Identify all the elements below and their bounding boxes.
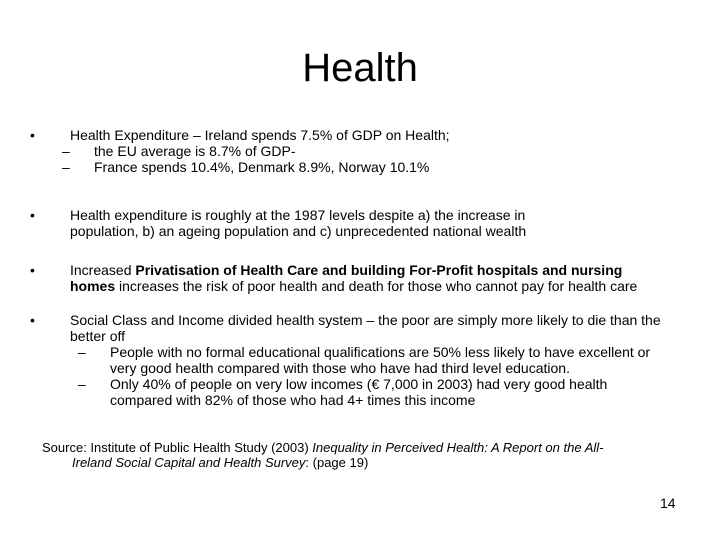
text-pre: Increased bbox=[70, 262, 136, 278]
source-title-italic: Inequality in Perceived Health: A Report on the All- bbox=[312, 440, 604, 455]
source-citation bbox=[42, 440, 672, 470]
sub-bullet-text: People with no formal educational qualifications are 50% less likely to have excellent or very good health compared with those who have had third level education. bbox=[110, 344, 651, 376]
slide-title: Health bbox=[302, 46, 418, 90]
sub-bullet bbox=[78, 344, 670, 376]
source-page: : (page 19) bbox=[305, 455, 369, 470]
text-bold-nursing-homes: nursing homes bbox=[70, 262, 623, 294]
bullet-text bbox=[70, 262, 670, 294]
source-title-italic-cont: Ireland Social Capital and Health Survey bbox=[72, 455, 306, 470]
sub-bullet bbox=[78, 376, 670, 408]
dash-marker: – bbox=[78, 344, 86, 360]
sub-bullet bbox=[62, 143, 670, 159]
bullet-privatisation bbox=[30, 262, 670, 294]
dash-marker: – bbox=[62, 159, 70, 175]
text-post: increases the risk of poor health and death for those who cannot pay for health care bbox=[115, 278, 638, 294]
bullet-marker: • bbox=[30, 207, 35, 223]
source-plain: Source: Institute of Public Health Study (2003) bbox=[42, 440, 313, 455]
bullet-marker: • bbox=[30, 127, 35, 143]
bullet-social-class bbox=[30, 312, 670, 408]
bullet-expenditure-levels bbox=[30, 207, 670, 239]
bullet-health-expenditure bbox=[30, 127, 670, 175]
sub-bullet-text: the EU average is 8.7% of GDP- bbox=[94, 143, 296, 159]
bullet-text: Health Expenditure – Ireland spends 7.5% of GDP on Health; bbox=[70, 127, 450, 143]
dash-marker: – bbox=[62, 143, 70, 159]
bullet-marker: • bbox=[30, 262, 35, 278]
bullet-text: Social Class and Income divided health system – the poor are simply more likely to die than the better off bbox=[70, 312, 661, 344]
dash-marker: – bbox=[78, 376, 86, 392]
bullet-text-line2: population, b) an ageing population and c) unprecedented national wealth bbox=[70, 223, 527, 239]
sub-bullet-text: Only 40% of people on very low incomes (€ 7,000 in 2003) had very good health compared with 82% of those who had 4+ times this income bbox=[110, 376, 608, 408]
bullet-text-line1: Health expenditure is roughly at the 1987 levels despite a) the increase in bbox=[70, 207, 526, 223]
page-number: 14 bbox=[660, 495, 676, 511]
bullet-marker: • bbox=[30, 312, 35, 328]
text-bold-privatisation: Privatisation of Health Care and building For-Profit hospitals and bbox=[135, 262, 568, 278]
sub-bullet-text: France spends 10.4%, Denmark 8.9%, Norway 10.1% bbox=[94, 159, 430, 175]
sub-bullet bbox=[62, 159, 670, 175]
